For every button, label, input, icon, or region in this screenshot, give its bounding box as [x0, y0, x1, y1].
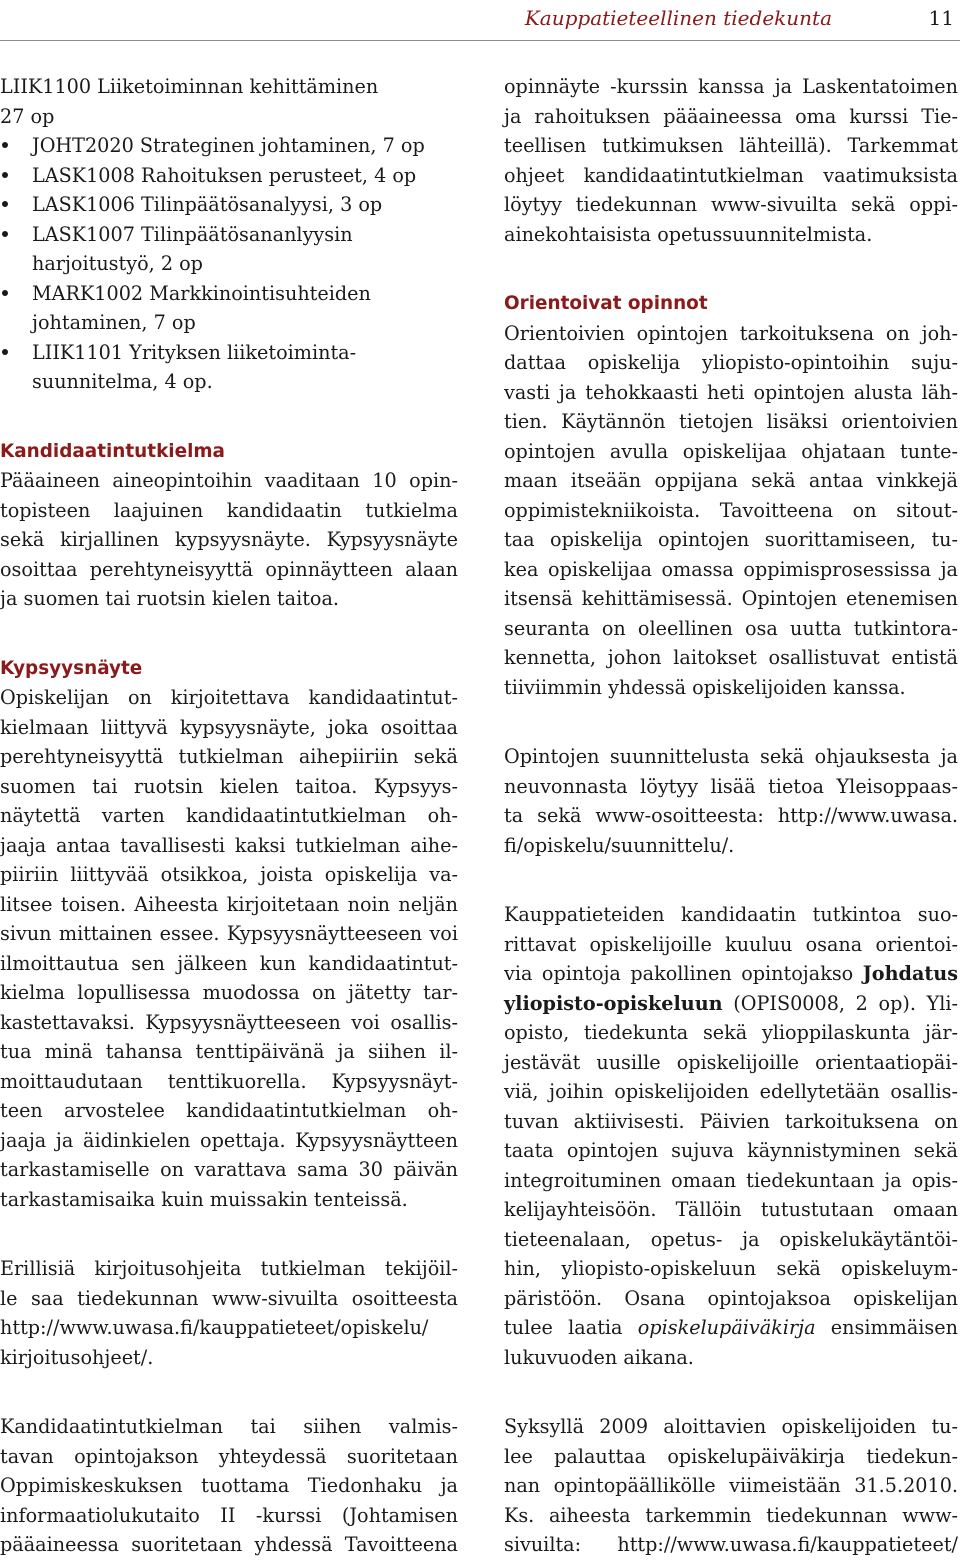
- list-item: LASK1007 Tilinpäätösananlyysin harjoitustyö, 2 op: [0, 220, 458, 279]
- course-credits: 27 op: [0, 104, 55, 128]
- bullet-icon: [2, 290, 8, 296]
- autumn-paragraph: Syksyllä 2009 aloittavien opiskelijoiden tu- lee palauttaa opiskelupäiväkirja tiedekun- nan opintopäällikölle viimeistään 31.5.2010. Ks. aiheesta tarkemmin tiedekunnan www- sivuilta: http://www.uwasa.fi/kauppatieteet/: [504, 1415, 958, 1556]
- list-item: LASK1008 Rahoituksen perusteet, 4 op: [0, 161, 458, 191]
- running-head: [0, 0, 960, 38]
- list-item: LIIK1101 Yrityksen liiketoiminta- suunnitelma, 4 op.: [0, 338, 458, 397]
- continuation-paragraph: opinnäyte -kurssin kanssa ja Laskentatoimen ja rahoituksen pääaineessa oma kurssi Tie- teellisen tutkimuksen lähteillä). Tarkemmat ohjeet kandidaatintutkielman vaatimuksista löytyy tiedekunnan www-sivuilta sekä oppi- ainekohtaisista opetussuunnitelmista.: [504, 75, 958, 246]
- maturity-paragraph: Opiskelijan on kirjoitettava kandidaatintut- kielmaan liittyvä kypsyysnäyte, joka osoittaa perehtyneisyyttä tutkielman aihepiiriin sekä suomen tai ruotsin kielen taitoa. Kypsyys- näytettä varten kandidaatintutkielman oh- jaaja antaa tavallisesti kaksi tutkielman aihe- piiriin liittyvää otsikkoa, joista opiskelija va- litsee toisen. Aiheesta kirjoitetaan noin neljän sivun mittainen essee. Kypsyysnäytteeseen voi ilmoittautua sen jälkeen kun kandidaatintut- kielma lopullisessa muodossa on jätetty tar- kastettavaksi. Kypsyysnäytteeseen voi osallis- tua minä tahansa tenttipäivänä ja siihen il- moittaudutaan tenttikuorella. Kypsyysnäyt- teen arvostelee kandidaatintutkielman oh- jaaja ja äidinkielen opettaja. Kypsyysnäytteen tarkastamiselle on varattava sama 30 päivän tarkastamisaika kuin muissakin tenteissä.: [0, 686, 458, 1211]
- thesis-heading: Kandidaatintutkielma: [0, 440, 225, 462]
- list-item: MARK1002 Markkinointisuhteiden johtaminen, 7 op: [0, 279, 458, 338]
- left-column: [0, 72, 458, 1560]
- list-item: JOHT2020 Strateginen johtaminen, 7 op: [0, 131, 458, 161]
- bullet-icon: [2, 142, 8, 148]
- bullet-icon: [2, 172, 8, 178]
- course-name-bold: Johdatus: [862, 962, 958, 985]
- course-paragraph: Kandidaatintutkielman tai siihen valmis- tavan opintojakson yhteydessä suoritetaan Oppimiskeskuksen tuottama Tiedonhaku ja informaatiolukutaito II -kurssi (Johtamisen pääaineessa suoritetaan yhdessä Tavoitteena: [0, 1415, 458, 1556]
- page-number: 11: [928, 6, 954, 30]
- bullet-icon: [2, 201, 8, 207]
- course-list: [0, 131, 458, 397]
- diary-italic: opiskelupäiväkirja: [637, 1316, 816, 1339]
- list-item: LASK1006 Tilinpäätösanalyysi, 3 op: [0, 190, 458, 220]
- running-title: Kauppatieteellinen tiedekunta: [524, 6, 832, 30]
- right-column: [504, 72, 958, 1560]
- header-rule: [0, 40, 960, 41]
- orientation-paragraph: Orientoivien opintojen tarkoituksena on joh- dattaa opiskelija yliopisto-opintoihin suju- vasti ja tehokkaasti heti opintojen alusta läh- tien. Käytännön tietojen lisäksi orientoivien opintojen avulla opiskelijaa ohjataan tunte- maan itseään oppijana sekä antaa vinkkejä oppimistekniikoista. Tavoitteena on sitout- taa opiskelija opintojen suorittamiseen, tu- kea opiskelijaa omassa oppimisprosessissa ja itsensä kehittämisessä. Opintojen etenemisen seuranta on oleellinen osa uutta tutkintora- kennetta, johon laitokset osallistuvat entistä tiiviimmin yhdessä opiskelijoiden kanssa.: [504, 321, 958, 699]
- orientation-heading: Orientoivat opinnot: [504, 293, 708, 314]
- bullet-icon: [2, 349, 8, 355]
- thesis-paragraph: Pääaineen aineopintoihin vaaditaan 10 opin- topisteen laajuinen kandidaatin tutkielma sekä kirjallinen kypsyysnäyte. Kypsyysnäyte osoittaa perehtyneisyyttä opinnäytteen alaan ja suomen tai ruotsin kielen taitoa.: [0, 469, 458, 610]
- course-title: LIIK1100 Liiketoiminnan kehittäminen: [0, 75, 379, 98]
- planning-paragraph: Opintojen suunnittelusta sekä ohjauksesta ja neuvonnasta löytyy lisää tietoa Yleisoppaas- ta sekä www-osoitteesta: http://www.uwasa. fi/opiskelu/suunnittelu/.: [504, 745, 958, 857]
- maturity-heading: Kypsyysnäyte: [0, 657, 143, 679]
- intro-paragraph: Kauppatieteiden kandidaatin tutkintoa suo- rittavat opiskelijoille kuuluu osana orientoi- via opintoja pakollinen opintojakso Johdatus yliopisto-opiskeluun (OPIS0008, 2 op). Yli- opisto, tiedekunta sekä ylioppilaskunta jär- jestävät uusille opiskelijoille orientaatiopäi- viä, joihin opiskelijoiden edellytetään osallis- tuvan aktiivisesti. Päivien tarkoituksena on taata opintojen sujuva käynnistyminen sekä integroituminen omaan tiedekuntaan ja opis- kelijayhteisöön. Tällöin tutustutaan omaan tieteenalaan, opetus- ja opiskelukäytäntöi- hin, yliopisto-opiskeluun sekä opiskeluym- päristöön. Osana opintojaksoa opiskelijan tulee laatia opiskelupäiväkirja ensimmäisen lukuvuoden aikana.: [504, 903, 958, 1369]
- bullet-icon: [2, 231, 8, 237]
- course-name-bold-cont: yliopisto-opiskeluun: [504, 991, 723, 1015]
- instructions-paragraph: Erillisiä kirjoitusohjeita tutkielman tekijöil- le saa tiedekunnan www-sivuilta osoitteesta http://www.uwasa.fi/kauppatieteet/opiskelu/ kirjoitusohjeet/.: [0, 1257, 458, 1369]
